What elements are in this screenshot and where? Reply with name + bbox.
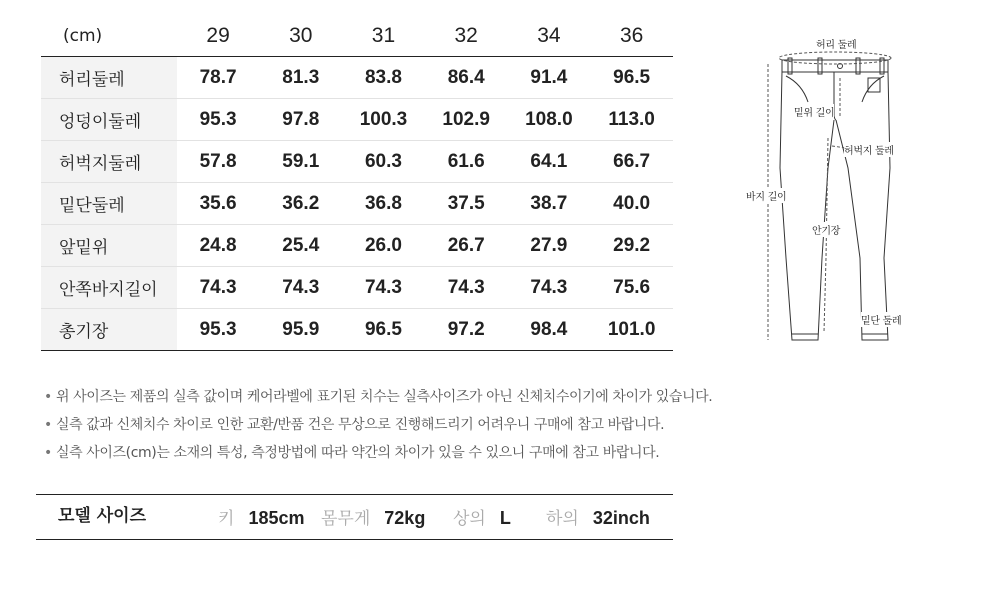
table-cell: 78.7 xyxy=(199,66,237,88)
note-text: 실측 사이즈(cm)는 소재의 특성, 측정방법에 따라 약간의 차이가 있을 수 있으니 구매에 참고 바랍니다. xyxy=(56,445,660,461)
table-row xyxy=(41,57,673,99)
table-cell: 96.5 xyxy=(613,66,651,88)
note-item xyxy=(44,384,712,412)
model-size-title: 모델 사이즈 xyxy=(58,506,147,526)
diagram-label-waist: 허리 둘레 xyxy=(816,36,856,51)
table-cell: 100.3 xyxy=(359,108,408,130)
bullet-icon: • xyxy=(44,389,52,405)
table-cell: 95.3 xyxy=(199,108,237,130)
table-cell: 113.0 xyxy=(608,108,655,130)
diagram-label-hem: 밑단 둘레 xyxy=(861,312,901,327)
row-label: 엉덩이둘레 xyxy=(41,99,177,141)
size-col-30: 30 xyxy=(289,24,313,47)
table-cell: 74.3 xyxy=(199,276,237,298)
table-cell: 86.4 xyxy=(447,66,485,88)
model-weight-value: 72kg xyxy=(384,508,426,528)
note-item xyxy=(44,412,712,440)
size-col-29: 29 xyxy=(206,24,230,47)
unit-label: (cm) xyxy=(63,26,103,46)
table-cell: 98.4 xyxy=(530,318,568,340)
table-cell: 95.9 xyxy=(282,318,320,340)
size-col-36: 36 xyxy=(619,24,644,47)
table-cell: 35.6 xyxy=(199,192,237,214)
note-text: 실측 값과 신체치수 차이로 인한 교환/반품 건은 무상으로 진행해드리기 어려우니 구매에 참고 바랍니다. xyxy=(56,417,665,433)
row-label: 허리둘레 xyxy=(41,57,177,99)
model-top-value: L xyxy=(499,508,511,528)
table-cell: 61.6 xyxy=(447,150,485,172)
pants-diagram xyxy=(740,28,920,348)
table-cell: 27.9 xyxy=(530,234,568,256)
diagram-label-length: 바지 길이 xyxy=(746,188,786,203)
table-cell: 60.3 xyxy=(364,150,402,172)
diagram-label-inseam: 안기장 xyxy=(812,222,840,237)
model-weight-label: 몸무게 xyxy=(321,509,371,529)
table-cell: 26.0 xyxy=(364,234,402,256)
table-cell: 36.8 xyxy=(364,192,402,214)
model-bottom-value: 32inch xyxy=(592,508,650,528)
table-cell: 74.3 xyxy=(282,276,320,298)
table-cell: 83.8 xyxy=(364,66,402,88)
table-cell: 29.2 xyxy=(613,234,651,256)
size-table xyxy=(41,16,673,351)
model-height-value: 185cm xyxy=(248,508,305,528)
table-cell: 57.8 xyxy=(199,150,237,172)
table-cell: 25.4 xyxy=(282,234,320,256)
table-cell: 74.3 xyxy=(530,276,568,298)
row-label: 총기장 xyxy=(41,309,177,351)
table-cell: 101.0 xyxy=(607,318,656,340)
table-cell: 38.7 xyxy=(530,192,568,214)
table-cell: 97.2 xyxy=(447,318,485,340)
notes-list xyxy=(44,384,712,468)
table-cell: 95.3 xyxy=(199,318,237,340)
table-cell: 81.3 xyxy=(282,66,320,88)
size-col-34: 34 xyxy=(537,24,561,47)
table-cell: 74.3 xyxy=(364,276,402,298)
table-cell: 108.0 xyxy=(525,108,573,130)
row-label: 안쪽바지길이 xyxy=(41,267,177,309)
model-bottom-label: 하의 xyxy=(546,509,579,529)
size-col-32: 32 xyxy=(454,24,478,47)
bullet-icon: • xyxy=(44,445,52,461)
table-row xyxy=(41,183,673,225)
table-cell: 24.8 xyxy=(199,234,237,256)
table-cell: 74.3 xyxy=(447,276,485,298)
table-cell: 97.8 xyxy=(282,108,320,130)
table-cell: 59.1 xyxy=(282,150,320,172)
row-label: 밑단둘레 xyxy=(41,183,177,225)
bullet-icon: • xyxy=(44,417,52,433)
model-height-label: 키 xyxy=(218,509,235,529)
row-label: 허벅지둘레 xyxy=(41,141,177,183)
table-cell: 75.6 xyxy=(613,276,651,298)
note-item xyxy=(44,440,712,468)
table-row xyxy=(41,141,673,183)
table-row xyxy=(41,225,673,267)
diagram-label-rise: 밑위 길이 xyxy=(794,104,834,119)
size-col-31: 31 xyxy=(371,24,396,47)
note-text: 위 사이즈는 제품의 실측 값이며 케어라벨에 표기된 치수는 실측사이즈가 아닌 신체치수이기에 차이가 있습니다. xyxy=(56,389,713,405)
table-cell: 102.9 xyxy=(442,108,490,130)
diagram-label-thigh: 허벅지 둘레 xyxy=(844,142,894,157)
table-row xyxy=(41,267,673,309)
model-height xyxy=(218,495,305,542)
row-label: 앞밑위 xyxy=(41,225,177,267)
table-cell: 26.7 xyxy=(447,234,485,256)
table-cell: 66.7 xyxy=(613,150,651,172)
model-size-box xyxy=(36,494,673,540)
model-top-label: 상의 xyxy=(453,509,486,529)
table-row xyxy=(41,309,673,351)
table-cell: 96.5 xyxy=(364,318,402,340)
table-row xyxy=(41,99,673,141)
model-weight xyxy=(321,495,425,542)
table-cell: 64.1 xyxy=(530,150,568,172)
model-bottom xyxy=(546,495,650,542)
table-cell: 37.5 xyxy=(447,192,485,214)
table-cell: 91.4 xyxy=(530,66,568,88)
size-header-row xyxy=(41,16,673,57)
table-cell: 36.2 xyxy=(282,192,320,214)
table-cell: 40.0 xyxy=(613,192,651,214)
model-top xyxy=(453,495,511,542)
